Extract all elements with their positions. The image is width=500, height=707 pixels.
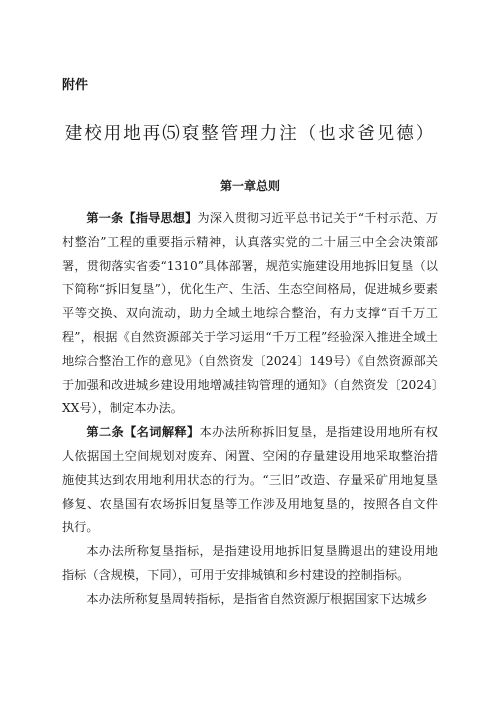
article-heading: 第一条【指导思想】 [86,211,198,225]
document-title: 建校用地再⑸裒整管理力注（也求爸见德） [64,124,436,144]
paragraph-turnover-indicator [62,588,438,612]
paragraph-reclamation-indicator [62,540,438,588]
paragraph-article-1 [62,207,438,421]
paragraph-article-2 [62,421,438,540]
paragraph-text: 本办法所称复垦周转指标，是指省自然资源厅根据国家下达城乡 [86,591,428,606]
document-body [62,207,438,612]
attachment-label: 附件 [62,78,89,93]
article-text: 本办法所称拆旧复垦，是指建设用地所有权人依据国土空间规划对废弃、闲置、空闲的存量建设用地采取整治措施使其达到农用地利用状态的行为。“三旧”改造、存量采矿用地复垦修复、农垦国有农场拆旧复垦等工作涉及用地复垦的，按照各自文件执行。 [62,425,438,535]
article-heading: 第二条【名词解释】 [86,425,200,440]
paragraph-text: 本办法所称复垦指标，是指建设用地拆旧复垦腾退出的建设用地指标（含规模，下同），可用于安排城镇和乡村建设的控制指标。 [62,544,438,582]
chapter-title: 第一章总则 [219,179,280,193]
article-text: 为深入贯彻习近平总书记关于“千村示范、万村整治”工程的重要指示精神，认真落实党的二十届三中全会决策部署，贯彻落实省委“1310”具体部署，规范实施建设用地拆旧复垦（以下简称“拆旧复垦”），优化生产、生活、生态空间格局，促进城乡要素平等交换、双向流动，助力全域土地综合整治，有力支撑“百千万工程”，根据《自然资源部关于学习运用“千万工程”经验深入推进全域土地综合整治工作的意见》（自然资发〔2024〕149号）《自然资源部关于加强和改进城乡建设用地增减挂钩管理的通知》（自然资发〔2024〕XX号），制定本办法。 [62,211,438,416]
